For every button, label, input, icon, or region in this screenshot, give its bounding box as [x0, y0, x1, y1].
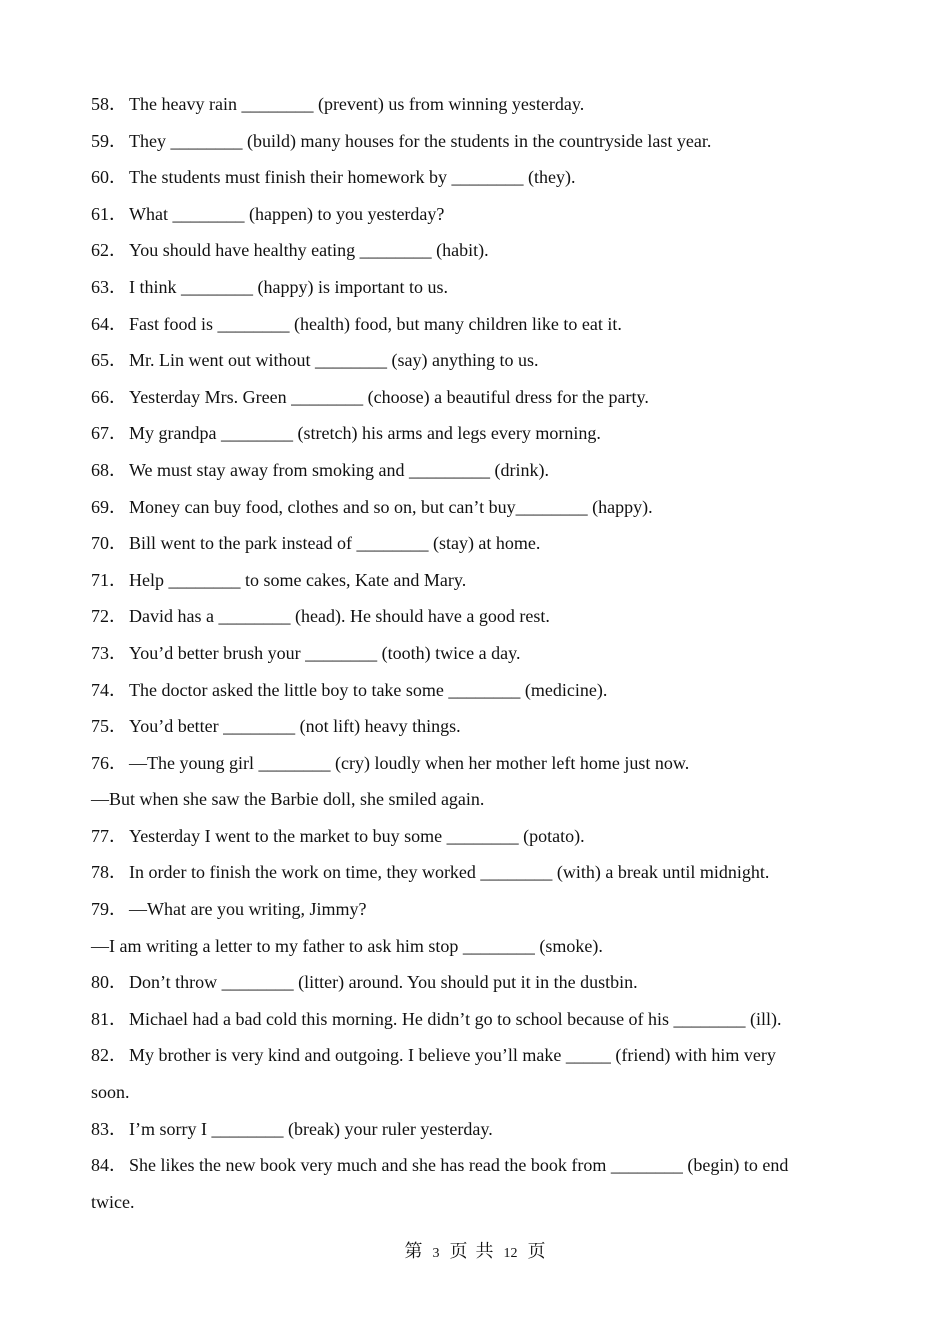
question-number: 67．	[91, 423, 127, 444]
question-number: 77．	[91, 825, 127, 846]
question-text: twice.	[91, 1191, 135, 1212]
question-line	[91, 1037, 851, 1074]
footer-suffix: 页	[527, 1241, 546, 1262]
footer-total-pages: 12	[503, 1246, 518, 1261]
question-number: 66．	[91, 386, 127, 407]
question-line	[91, 232, 851, 269]
question-text: In order to finish the work on time, they worked ________ (with) a break until midnight.	[129, 862, 770, 883]
question-number: 69．	[91, 496, 127, 517]
question-text: Don’t throw ________ (litter) around. You should put it in the dustbin.	[129, 972, 638, 993]
question-number: 78．	[91, 862, 127, 883]
footer-total-word: 共	[475, 1241, 494, 1262]
question-text: Yesterday Mrs. Green ________ (choose) a beautiful dress for the party.	[129, 386, 649, 407]
footer-prefix: 第	[404, 1241, 423, 1262]
question-line	[91, 1147, 851, 1184]
question-line	[91, 1074, 851, 1111]
question-text: Yesterday I went to the market to buy some ________ (potato).	[129, 825, 585, 846]
question-line	[91, 525, 851, 562]
question-line	[91, 159, 851, 196]
question-text: —What are you writing, Jimmy?	[129, 899, 367, 920]
question-number: 68．	[91, 459, 127, 480]
question-text: I’m sorry I ________ (break) your ruler yesterday.	[129, 1118, 493, 1139]
question-text: Money can buy food, clothes and so on, but can’t buy________ (happy).	[129, 496, 653, 517]
question-number: 70．	[91, 533, 127, 554]
question-text: David has a ________ (head). He should have a good rest.	[129, 606, 550, 627]
question-text: Fast food is ________ (health) food, but many children like to eat it.	[129, 313, 622, 334]
question-line	[91, 708, 851, 745]
question-line	[91, 562, 851, 599]
question-number: 81．	[91, 1008, 127, 1029]
question-line	[91, 1001, 851, 1038]
question-text: The heavy rain ________ (prevent) us from winning yesterday.	[129, 94, 585, 114]
question-text: soon.	[91, 1082, 130, 1103]
question-line	[91, 489, 851, 526]
question-line	[91, 1111, 851, 1148]
question-text: The students must finish their homework by ________ (they).	[129, 167, 576, 188]
question-number: 76．	[91, 752, 127, 773]
question-text: —The young girl ________ (cry) loudly when her mother left home just now.	[129, 752, 690, 773]
question-text: The doctor asked the little boy to take some ________ (medicine).	[129, 679, 608, 700]
question-line	[91, 745, 851, 782]
question-line	[91, 891, 851, 928]
question-line	[91, 306, 851, 343]
question-line	[91, 123, 851, 160]
question-line	[91, 196, 851, 233]
page-footer	[0, 1238, 950, 1268]
question-text: She likes the new book very much and she has read the book from ________ (begin) to end	[129, 1155, 789, 1176]
question-number: 59．	[91, 130, 127, 151]
question-line	[91, 635, 851, 672]
question-text: You’d better ________ (not lift) heavy things.	[129, 716, 461, 737]
question-number: 75．	[91, 716, 127, 737]
footer-page-word: 页	[449, 1241, 468, 1262]
question-number: 63．	[91, 276, 127, 297]
question-number: 62．	[91, 240, 127, 261]
question-text: Michael had a bad cold this morning. He didn’t go to school because of his ________ (ill).	[129, 1008, 782, 1029]
question-line	[91, 1184, 851, 1221]
question-list	[91, 86, 851, 1220]
question-line	[91, 86, 851, 123]
question-number: 60．	[91, 167, 127, 188]
question-text: Help ________ to some cakes, Kate and Mary.	[129, 569, 467, 590]
question-text: —I am writing a letter to my father to ask him stop ________ (smoke).	[91, 935, 603, 956]
footer-current-page: 3	[432, 1246, 440, 1261]
question-line	[91, 379, 851, 416]
question-line	[91, 854, 851, 891]
question-line	[91, 672, 851, 709]
question-number: 71．	[91, 569, 127, 590]
question-number: 79．	[91, 899, 127, 920]
question-number: 58．	[91, 94, 127, 114]
question-text: My brother is very kind and outgoing. I believe you’ll make _____ (friend) with him very	[129, 1045, 776, 1066]
question-line	[91, 452, 851, 489]
question-number: 82．	[91, 1045, 127, 1066]
question-text: They ________ (build) many houses for the students in the countryside last year.	[129, 130, 712, 151]
question-number: 72．	[91, 606, 127, 627]
question-text: Mr. Lin went out without ________ (say) anything to us.	[129, 350, 539, 371]
question-text: —But when she saw the Barbie doll, she smiled again.	[91, 789, 485, 810]
question-text: We must stay away from smoking and _________ (drink).	[129, 459, 549, 480]
question-line	[91, 342, 851, 379]
question-line	[91, 415, 851, 452]
question-number: 83．	[91, 1118, 127, 1139]
question-number: 84．	[91, 1155, 127, 1176]
question-line	[91, 818, 851, 855]
question-line	[91, 269, 851, 306]
question-text: You’d better brush your ________ (tooth) twice a day.	[129, 642, 521, 663]
question-number: 65．	[91, 350, 127, 371]
question-line	[91, 928, 851, 965]
question-number: 73．	[91, 642, 127, 663]
question-text: My grandpa ________ (stretch) his arms and legs every morning.	[129, 423, 601, 444]
question-line	[91, 598, 851, 635]
question-line	[91, 781, 851, 818]
question-text: You should have healthy eating ________ (habit).	[129, 240, 489, 261]
question-number: 80．	[91, 972, 127, 993]
question-number: 64．	[91, 313, 127, 334]
question-number: 74．	[91, 679, 127, 700]
question-number: 61．	[91, 203, 127, 224]
question-text: Bill went to the park instead of ________ (stay) at home.	[129, 533, 541, 554]
question-text: I think ________ (happy) is important to us.	[129, 276, 448, 297]
question-text: What ________ (happen) to you yesterday?	[129, 203, 445, 224]
question-line	[91, 964, 851, 1001]
